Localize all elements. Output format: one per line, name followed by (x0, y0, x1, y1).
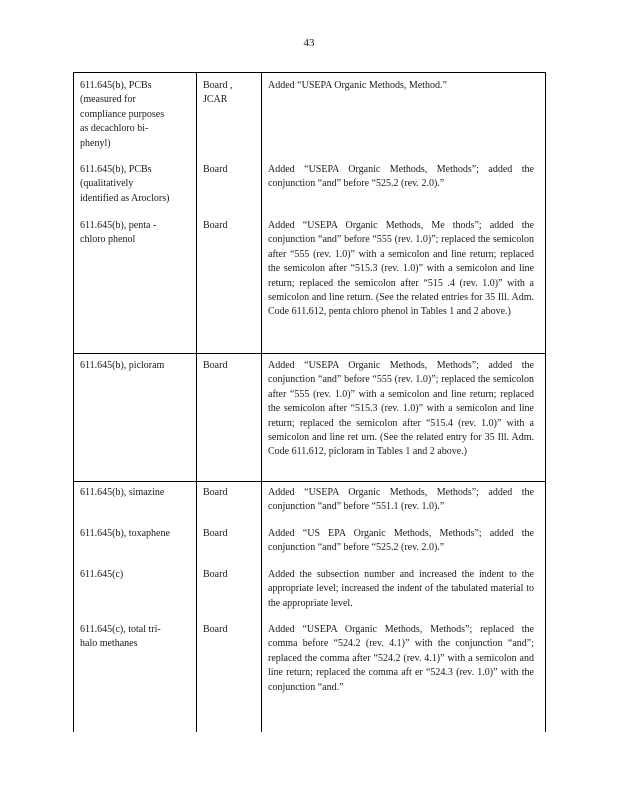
change-cell: Added “US EPA Organic Methods, Methods”; added the conjunction “and” before “525.2 (rev. 2.0).” (268, 528, 534, 554)
section-cell: 611.645(b), simazine (80, 487, 165, 498)
source-cell: Board (203, 164, 228, 175)
amendments-table (73, 72, 546, 732)
section-cell: 611.645(b), picloram (80, 360, 165, 371)
change-cell: Added the subsection number and increased the indent to the appropriate level; increased the indent of the tabulated material to the appropriate level. (268, 569, 534, 609)
section-cell: 611.645(c) (80, 569, 124, 580)
section-cell: 611.645(b), toxaphene (80, 528, 170, 539)
change-cell: Added “USEPA Organic Methods, Me thods”; added the conjunction “and” before “555 (rev. 1.0)”; replaced the semicolon after “555 (rev. 1.0)” with a semicolon and line return; replaced the semicolon after “515.3 (rev. 1.0)” with a semicolon and line return; replaced the semicolon after “515 .4 (rev. 1.0)” with a semicolon and line return. (See the related entries for 35 Ill. Adm. Code 611.612, penta chloro phenol in Tables 1 and 2 above.) (268, 220, 534, 318)
section-cell: 611.645(b), PCBs (measured for compliance purposes as decachloro bi- phenyl) (80, 80, 165, 149)
section-cell: 611.645(b), PCBs (qualitatively identified as Aroclors) (80, 164, 170, 204)
source-cell: Board (203, 569, 228, 580)
source-cell: Board (203, 220, 228, 231)
table-row-group (74, 481, 545, 733)
source-cell: Board , JCAR (203, 80, 233, 106)
source-cell: Board (203, 487, 228, 498)
change-cell: Added “USEPA Organic Methods, Methods”; added the conjunction “and” before “551.1 (rev. 1.0).” (268, 487, 534, 513)
change-cell: Added “USEPA Organic Methods, Methods”; replaced the comma before “524.2 (rev. 4.1)” with the conjunction “and”; replaced the comma after “524.2 (rev. 4.1)” with a semicolon and line return; replaced the comma aft er “524.3 (rev. 1.0)” with the conjunction “and.” (268, 624, 534, 693)
source-cell: Board (203, 528, 228, 539)
source-cell: Board (203, 360, 228, 371)
source-cell: Board (203, 624, 228, 635)
table-row-group (74, 353, 545, 482)
change-cell: Added “USEPA Organic Methods, Methods”; added the conjunction “and” before “555 (rev. 1.0)”; replaced the semicolon after “555 (rev. 1.0)” with a semicolon and line return; replaced the semicolon after “515.3 (rev. 1.0)” with a semicolon and line return; replaced the semicolon after “515.4 (rev. 1.0)” with a semicolon and line ret urn. (See the related entry for 35 Ill. Adm. Code 611.612, picloram in Tables 1 and 2 above.) (268, 360, 534, 458)
change-cell: Added “USEPA Organic Methods, Method.” (268, 80, 447, 91)
table-row-group (74, 73, 545, 354)
section-cell: 611.645(b), penta - chloro phenol (80, 220, 157, 246)
change-cell: Added “USEPA Organic Methods, Methods”; added the conjunction “and” before “525.2 (rev. 2.0).” (268, 164, 534, 190)
section-cell: 611.645(c), total tri- halo methanes (80, 624, 161, 650)
page-number: 43 (303, 37, 315, 49)
